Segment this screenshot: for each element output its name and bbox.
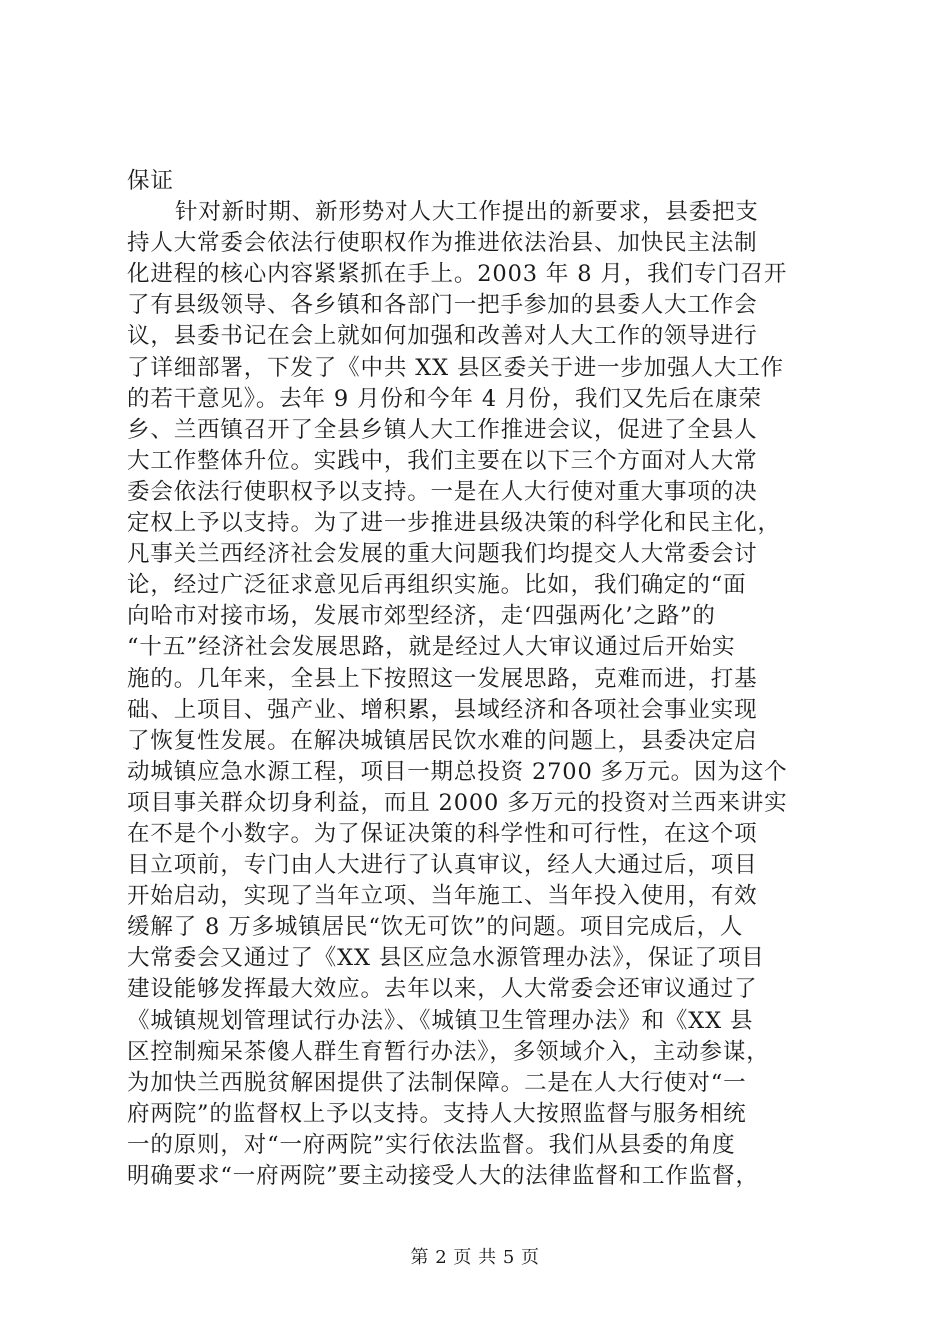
text-line: 凡事关兰西经济社会发展的重大问题我们均提交人大常委会讨 <box>127 541 758 568</box>
text-line: “十五”经济社会发展思路，就是经过人大审议通过后开始实 <box>127 634 736 661</box>
text-line: 大常委会又通过了《XX 县区应急水源管理办法》，保证了项目 <box>127 945 765 972</box>
text-line: 了恢复性发展。在解决城镇居民饮水难的问题上，县委决定启 <box>127 727 758 754</box>
text-line: 开始启动，实现了当年立项、当年施工、当年投入使用，有效 <box>127 883 758 910</box>
text-line: 议，县委书记在会上就如何加强和改善对人大工作的领导进行 <box>127 323 758 350</box>
text-line: 缓解了 8 万多城镇居民“饮无可饮”的问题。项目完成后，人 <box>127 914 744 941</box>
text-line: 项目事关群众切身利益，而且 2000 多万元的投资对兰西来讲实 <box>127 789 788 816</box>
text-line: 《城镇规划管理试行办法》、《城镇卫生管理办法》和《XX 县 <box>127 1007 754 1034</box>
page-number-footer: 第 2 页 共 5 页 <box>410 1247 540 1268</box>
text-line: 化进程的核心内容紧紧抓在手上。2003 年 8 月，我们专门召开 <box>127 261 788 288</box>
text-line: 定权上予以支持。为了进一步推进县级决策的科学化和民主化， <box>127 510 781 537</box>
text-line: 向哈市对接市场，发展市郊型经济，走‘四强两化’之路”的 <box>127 603 716 630</box>
text-line: 区控制痴呆茶傻人群生育暂行办法》，多领域介入，主动参谋， <box>127 1038 770 1065</box>
text-line: 大工作整体升位。实践中，我们主要在以下三个方面对人大常 <box>127 447 758 474</box>
text-line: 乡、兰西镇召开了全县乡镇人大工作推进会议，促进了全县人 <box>127 416 758 443</box>
text-line: 明确要求“一府两院”要主动接受人大的法律监督和工作监督， <box>127 1163 759 1189</box>
text-line: 础、上项目、强产业、增积累，县域经济和各项社会事业实现 <box>127 696 758 723</box>
text-line: 了有县级领导、各乡镇和各部门一把手参加的县委人大工作会 <box>127 292 758 319</box>
text-line: 的若干意见》。去年 9 月份和今年 4 月份，我们又先后在康荣 <box>127 385 762 412</box>
text-line: 持人大常委会依法行使职权作为推进依法治县、加快民主法制 <box>127 230 758 257</box>
body-text <box>127 166 827 1192</box>
text-line: 论，经过广泛征求意见后再组织实施。比如，我们确定的“面 <box>127 572 747 599</box>
text-line: 施的。几年来，全县上下按照这一发展思路，克难而进，打基 <box>127 665 758 692</box>
text-line: 针对新时期、新形势对人大工作提出的新要求，县委把支 <box>175 199 759 226</box>
text-line: 建设能够发挥最大效应。去年以来，人大常委会还审议通过了 <box>127 976 758 1003</box>
text-line: 府两院”的监督权上予以支持。支持人大按照监督与服务相统 <box>127 1100 747 1127</box>
text-line: 为加快兰西脱贫解困提供了法制保障。二是在人大行使对“一 <box>127 1069 747 1096</box>
text-line: 一的原则，对“一府两院”实行依法监督。我们从县委的角度 <box>127 1131 736 1158</box>
text-line: 在不是个小数字。为了保证决策的科学性和可行性，在这个项 <box>127 820 758 847</box>
text-line: 动城镇应急水源工程，项目一期总投资 2700 多万元。因为这个 <box>127 758 788 785</box>
section-heading: 保证 <box>127 168 175 194</box>
text-line: 了详细部署，下发了《中共 XX 县区委关于进一步加强人大工作 <box>127 354 784 381</box>
text-line: 委会依法行使职权予以支持。一是在人大行使对重大事项的决 <box>127 478 758 505</box>
text-line: 目立项前，专门由人大进行了认真审议，经人大通过后，项目 <box>127 852 758 879</box>
